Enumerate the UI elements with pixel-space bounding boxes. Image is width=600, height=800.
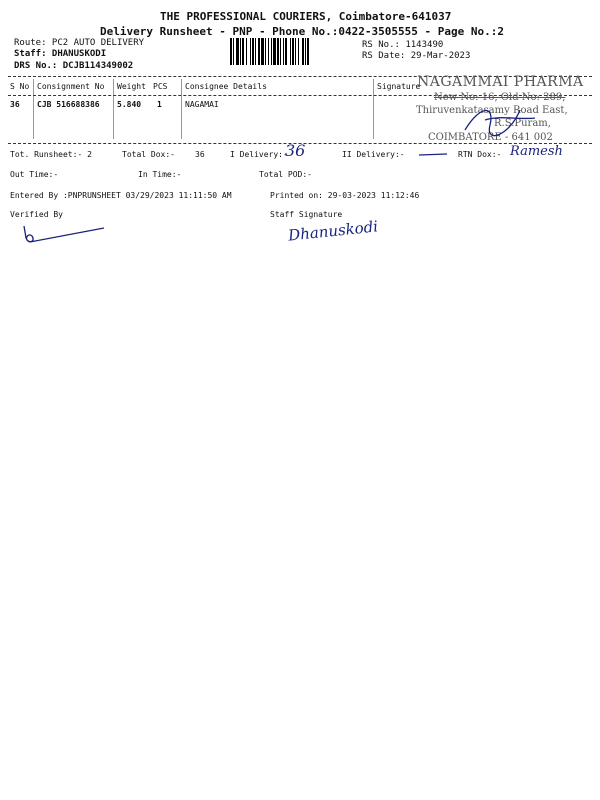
cell-consignee: NAGAMAI: [185, 100, 219, 109]
in-time-label: In Time:-: [138, 170, 182, 179]
total-dox-value: 36: [195, 150, 205, 159]
barcode: [230, 38, 354, 65]
company-title: THE PROFESSIONAL COURIERS, Coimbatore-641037: [160, 10, 452, 23]
staff-signature-label: Staff Signature: [270, 210, 343, 219]
staff-label: Staff: DHANUSKODI: [14, 49, 107, 59]
col-header-consignee: Consignee Details: [185, 82, 267, 91]
col-header-sno: S No: [10, 82, 30, 91]
ii-delivery-label: II Delivery:-: [342, 150, 405, 159]
rs-date: RS Date: 29-Mar-2023: [362, 51, 471, 61]
column-divider: [113, 79, 114, 139]
i-delivery-label: I Delivery:-: [230, 150, 288, 159]
rs-number: RS No.: 1143490: [362, 40, 444, 50]
column-divider: [181, 79, 182, 139]
stamp-address-line: Thiruvenkatasamy Road East,: [416, 105, 568, 116]
stamp-company-name: NAGAMMAI PHARMA: [417, 74, 584, 90]
runsheet-subtitle: Delivery Runsheet - PNP - Phone No.:0422-3505555 - Page No.:2: [100, 25, 504, 38]
staff-signature-handwritten: Dhanuskodi: [287, 217, 379, 245]
cell-pcs: 1: [157, 100, 162, 109]
out-time-label: Out Time:-: [10, 170, 59, 179]
entered-by: Entered By :PNPRUNSHEET 03/29/2023 11:11:50 AM: [10, 191, 232, 200]
col-header-pcs: PCS: [153, 82, 168, 91]
verified-by-label: Verified By: [10, 210, 63, 219]
column-divider: [33, 79, 34, 139]
stamp-address-line: R.S.Puram,: [494, 118, 551, 129]
cell-weight: 5.840: [117, 100, 142, 109]
total-pod-label: Total POD:-: [259, 170, 312, 179]
rtn-dox-handwritten: Ramesh: [510, 144, 563, 159]
receiver-signature: [460, 100, 540, 140]
drs-number: DRS No.: DCJB114349002: [14, 61, 134, 71]
cell-sno: 36: [10, 100, 20, 109]
col-header-signature: Signature: [377, 82, 421, 91]
stamp-address-line: COIMBATORE - 641 002: [428, 132, 553, 143]
verifier-signature: [18, 222, 108, 247]
stamp-address-line: New No: 16, Old No: 289,: [434, 92, 566, 103]
tot-runsheet: Tot. Runsheet:- 2: [10, 150, 92, 159]
cell-consignment: CJB 516688386: [37, 100, 100, 109]
rtn-dox-label: RTN Dox:-: [458, 150, 502, 159]
col-header-weight: Weight: [117, 82, 146, 91]
route-label: Route: PC2 AUTO DELIVERY: [14, 38, 145, 48]
printed-on: Printed on: 29-03-2023 11:12:46: [270, 191, 420, 200]
column-divider: [373, 79, 374, 139]
total-dox-label: Total Dox:-: [122, 150, 175, 159]
i-delivery-handwritten: 36: [285, 141, 306, 160]
col-header-consignment: Consignment No: [37, 82, 105, 91]
ii-delivery-dash-mark: [418, 152, 448, 158]
